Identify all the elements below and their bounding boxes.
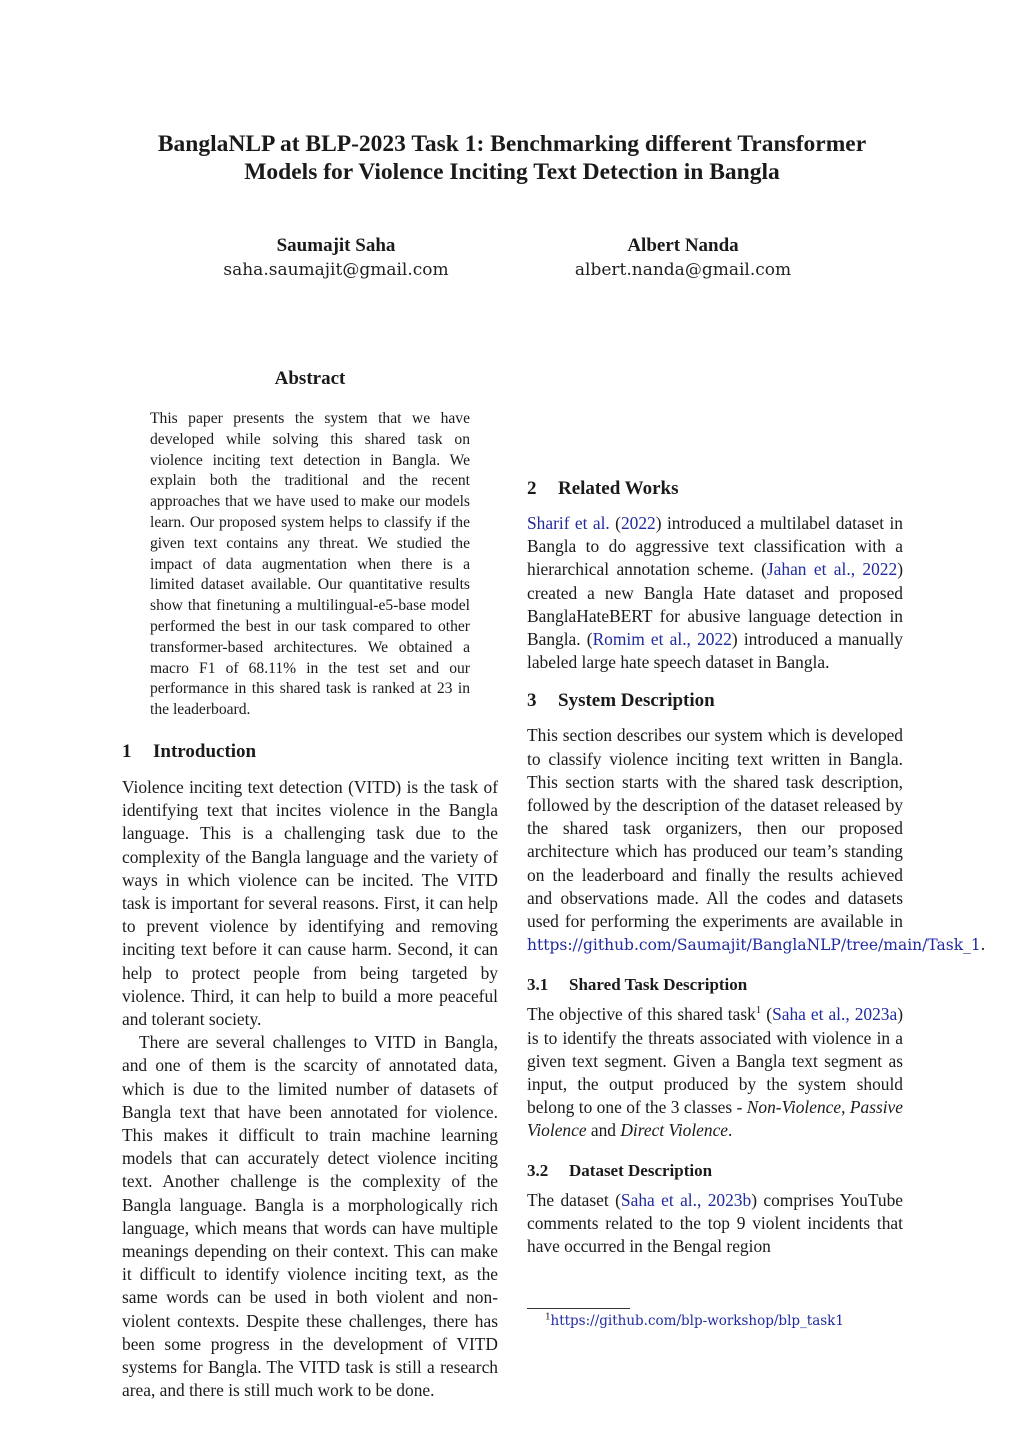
subsection-title: Dataset Description	[569, 1160, 713, 1180]
author-name: Albert Nanda	[627, 235, 739, 256]
class-label: Passive Violence	[527, 1097, 903, 1141]
author-email[interactable]: albert.nanda@gmail.com	[574, 260, 792, 280]
subsection-heading-shared-task	[527, 973, 903, 997]
footnote-divider	[527, 1308, 630, 1309]
citation-link[interactable]: Jahan et al., 2022	[766, 559, 898, 580]
class-label: Direct Violence	[620, 1120, 729, 1141]
github-link[interactable]: https://github.com/Saumajit/BanglaNLP/tree/main/Task_1	[527, 936, 981, 955]
footnote-number: 1	[545, 1310, 551, 1323]
section-number: 1	[122, 740, 132, 762]
subsection-number: 3.1	[527, 975, 549, 995]
section-title: Related Works	[558, 478, 679, 499]
right-column-sections	[527, 476, 986, 1258]
class-label: Non-Violence	[746, 1097, 842, 1118]
section-heading-related-works	[527, 476, 903, 502]
dataset-paragraph: The dataset (Saha et al., 2023b) comprises YouTube comments related to the top 9 violent incidents that have occurred in the Bengal region	[527, 1189, 903, 1257]
intro-paragraph-2: There are several challenges to VITD in Bangla, and one of them is the scarcity of annotated data, which is due to the limited number of datasets of Bangla text that have been annotated for violence. This makes it difficult to train machine learning models that can accurately detect violence inciting text. Another challenge is the complexity of the Bangla language. Bangla is a morphologically rich language, which means that words can have multiple meanings depending on their context. This can make it difficult to identify violence inciting text, as the same words can be used in both violent and non-violent contexts. Despite these challenges, there has been some progress in the development of VITD systems for Bangla. The VITD task is still a research area, and there is still much work to be done.	[122, 1032, 498, 1401]
related-works-paragraph: Sharif et al. (2022) introduced a multilabel dataset in Bangla to do aggressive text classification with a hierarchical annotation scheme. (Jahan et al., 2022) created a new Bangla Hate dataset and proposed BanglaHateBERT for abusive language detection in Bangla. (Romim et al., 2022) introduced a manually labeled large hate speech dataset in Bangla.	[527, 513, 903, 673]
author-block-2	[533, 233, 833, 283]
system-description-paragraph: This section describes our system which is developed to classify violence inciting text written in Bangla. This section starts with the shared task description, followed by the description of the dataset released by the shared task organizers, then our proposed architecture which has produced our team’s standing on the leaderboard and finally the results achieved and observations made. All the codes and datasets used for performing the experiments are available in https://github.com/Saumajit/BanglaNLP/tree/main/Task_1.	[527, 725, 986, 955]
subsection-title: Shared Task Description	[569, 975, 748, 995]
footnote-link[interactable]: https://github.com/blp-workshop/blp_task1	[550, 1313, 844, 1329]
author-block-1	[186, 233, 486, 283]
section-heading-introduction	[122, 739, 498, 765]
footnote-marker[interactable]: 1	[755, 1004, 762, 1017]
author-name: Saumajit Saha	[276, 235, 396, 256]
subsection-number: 3.2	[527, 1160, 549, 1180]
citation-link[interactable]: Saha et al., 2023a	[772, 1004, 898, 1025]
citation-link[interactable]: Sharif et al.	[527, 513, 610, 533]
subsection-heading-dataset	[527, 1159, 903, 1183]
citation-link[interactable]: Romim et al., 2022	[592, 629, 732, 650]
intro-paragraph-1: Violence inciting text detection (VITD) is the task of identifying text that incites violence in the Bangla language. This is a challenging task due to the complexity of the Bangla language and the variety of ways in which violence can be incited. The VITD task is important for several reasons. First, it can help to prevent violence by identifying and removing inciting text before it can cause harm. Second, it can help to protect people from being targeted by violence. Third, it can help to build a more peaceful and tolerant society.	[122, 776, 498, 1029]
abstract-heading: Abstract	[274, 368, 346, 389]
title-line-2: Models for Violence Inciting Text Detection in Bangla	[244, 159, 780, 185]
left-column	[122, 366, 498, 1402]
citation-link[interactable]: Saha et al., 2023b	[620, 1189, 752, 1210]
shared-task-paragraph: The objective of this shared task$^1$ (Saha et al., 2023a) is to identify the threats associated with violence in a given text segment. Given a Bangla text segment as input, the output produced by the system should belong to one of the 3 classes - Non-Violence, Passive Violence and Direct Violence.	[527, 1004, 903, 1141]
section-number: 2	[527, 478, 537, 499]
citation-link[interactable]: 2022	[620, 513, 656, 533]
section-title: Introduction	[153, 740, 257, 762]
section-title: System Description	[558, 690, 715, 712]
section-heading-system-description	[527, 688, 903, 714]
title-line-1: BanglaNLP at BLP-2023 Task 1: Benchmarking different Transformer	[157, 131, 867, 157]
author-email[interactable]: saha.saumajit@gmail.com	[223, 260, 449, 280]
paper-title	[100, 130, 924, 186]
footnote	[545, 1311, 844, 1332]
section-number: 3	[527, 690, 537, 712]
abstract-text: This paper presents the system that we have developed while solving this shared task on violence inciting text detection in Bangla. We explain both the traditional and the recent approaches that we have used to make our models learn. Our proposed system helps to classify if the given text contains any threat. We studied the impact of data augmentation when there is a limited dataset available. Our quantitative results show that finetuning a multilingual-e5-base model performed the best in our task compared to other transformer-based architectures. We obtained a macro F1 of 68.11% in the test set and our performance in this shared task is ranked at 23 in the leaderboard.	[150, 410, 470, 719]
